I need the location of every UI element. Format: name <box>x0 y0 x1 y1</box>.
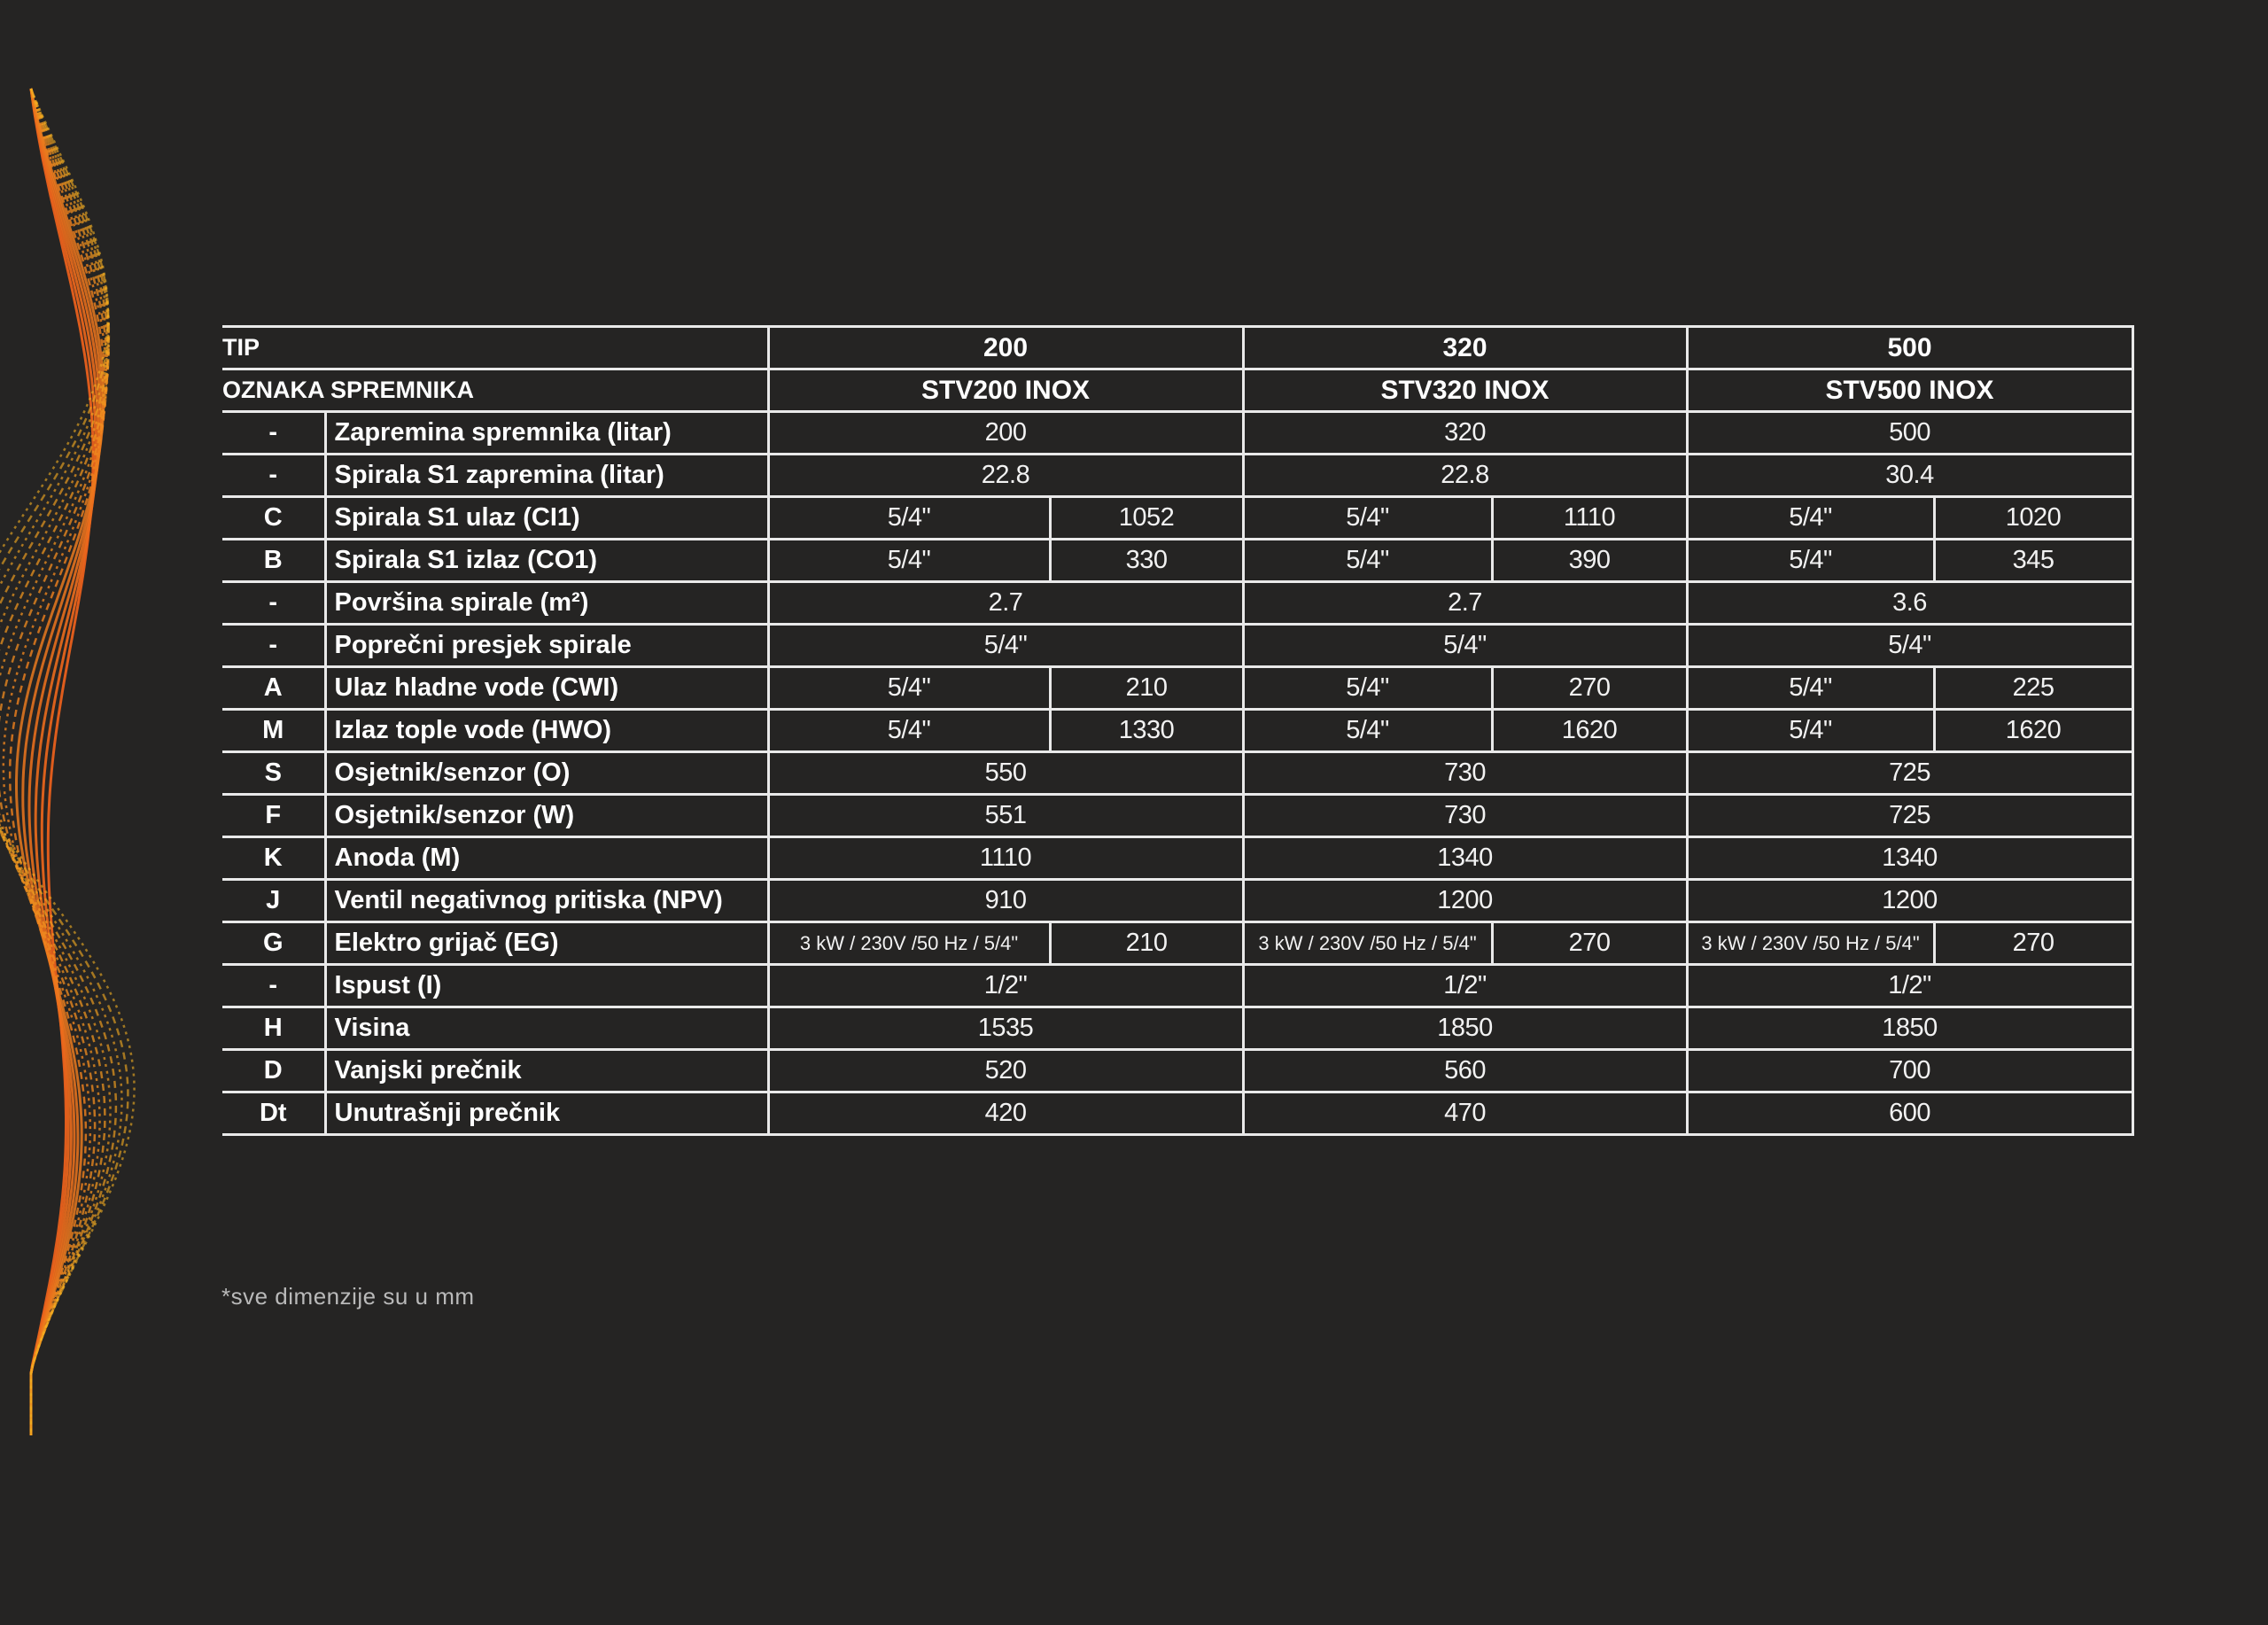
header-value: 200 <box>768 327 1243 369</box>
cell-connection: 3 kW / 230V /50 Hz / 5/4" <box>768 922 1050 965</box>
table-row <box>222 412 2132 455</box>
cell-value: 910 <box>768 880 1243 922</box>
cell-connection: 5/4" <box>1687 497 1934 540</box>
row-code: S <box>222 752 325 795</box>
cell-position: 1110 <box>1492 497 1687 540</box>
cell-position: 270 <box>1492 667 1687 710</box>
wave-line <box>4 89 106 1435</box>
cell-position: 1020 <box>1934 497 2132 540</box>
cell-value: 1110 <box>768 837 1243 880</box>
cell-connection: 5/4" <box>768 540 1050 582</box>
cell-position: 225 <box>1934 667 2132 710</box>
cell-value: 3.6 <box>1687 582 2132 625</box>
row-code: B <box>222 540 325 582</box>
row-label: Površina spirale (m²) <box>325 582 768 625</box>
cell-value: 200 <box>768 412 1243 455</box>
row-code: - <box>222 412 325 455</box>
cell-connection: 5/4" <box>768 710 1050 752</box>
cell-value: 5/4" <box>1687 625 2132 667</box>
cell-connection: 5/4" <box>1687 540 1934 582</box>
table-row <box>222 1050 2132 1092</box>
cell-connection: 3 kW / 230V /50 Hz / 5/4" <box>1687 922 1934 965</box>
cell-connection: 3 kW / 230V /50 Hz / 5/4" <box>1243 922 1492 965</box>
cell-position: 1052 <box>1050 497 1243 540</box>
cell-position: 270 <box>1492 922 1687 965</box>
row-code: M <box>222 710 325 752</box>
cell-value: 1/2" <box>768 965 1243 1007</box>
table-row <box>222 965 2132 1007</box>
row-label: Unutrašnji prečnik <box>325 1092 768 1135</box>
cell-position: 1620 <box>1492 710 1687 752</box>
row-label: Vanjski prečnik <box>325 1050 768 1092</box>
cell-value: 1850 <box>1687 1007 2132 1050</box>
header-label: OZNAKA SPREMNIKA <box>222 369 768 412</box>
table-row <box>222 710 2132 752</box>
cell-connection: 5/4" <box>1243 540 1492 582</box>
cell-connection: 5/4" <box>1243 667 1492 710</box>
table-row <box>222 667 2132 710</box>
table-row <box>222 837 2132 880</box>
header-value: 500 <box>1687 327 2132 369</box>
table-row <box>222 752 2132 795</box>
row-code: - <box>222 455 325 497</box>
row-label: Spirala S1 izlaz (CO1) <box>325 540 768 582</box>
header-value: STV500 INOX <box>1687 369 2132 412</box>
row-label: Izlaz tople vode (HWO) <box>325 710 768 752</box>
header-value: STV320 INOX <box>1243 369 1687 412</box>
table-row <box>222 1007 2132 1050</box>
cell-value: 1/2" <box>1687 965 2132 1007</box>
row-label: Visina <box>325 1007 768 1050</box>
row-label: Spirala S1 zapremina (litar) <box>325 455 768 497</box>
row-label: Poprečni presjek spirale <box>325 625 768 667</box>
header-value: 320 <box>1243 327 1687 369</box>
table-row <box>222 540 2132 582</box>
cell-value: 5/4" <box>768 625 1243 667</box>
cell-value: 2.7 <box>768 582 1243 625</box>
cell-value: 500 <box>1687 412 2132 455</box>
cell-connection: 5/4" <box>768 667 1050 710</box>
cell-position: 1620 <box>1934 710 2132 752</box>
cell-value: 470 <box>1243 1092 1687 1135</box>
cell-position: 210 <box>1050 922 1243 965</box>
row-label: Ulaz hladne vode (CWI) <box>325 667 768 710</box>
row-label: Spirala S1 ulaz (CI1) <box>325 497 768 540</box>
cell-value: 600 <box>1687 1092 2132 1135</box>
row-label: Elektro grijač (EG) <box>325 922 768 965</box>
row-code: D <box>222 1050 325 1092</box>
row-code: - <box>222 625 325 667</box>
cell-value: 1200 <box>1687 880 2132 922</box>
table-row <box>222 582 2132 625</box>
cell-value: 550 <box>768 752 1243 795</box>
cell-position: 345 <box>1934 540 2132 582</box>
cell-position: 390 <box>1492 540 1687 582</box>
table-row <box>222 625 2132 667</box>
table-row <box>222 880 2132 922</box>
cell-value: 22.8 <box>1243 455 1687 497</box>
table-row <box>222 455 2132 497</box>
cell-value: 5/4" <box>1243 625 1687 667</box>
cell-value: 1/2" <box>1243 965 1687 1007</box>
cell-value: 1340 <box>1243 837 1687 880</box>
cell-value: 2.7 <box>1243 582 1687 625</box>
header-label: TIP <box>222 327 768 369</box>
header-value: STV200 INOX <box>768 369 1243 412</box>
cell-value: 725 <box>1687 795 2132 837</box>
row-code: Dt <box>222 1092 325 1135</box>
table-row <box>222 922 2132 965</box>
cell-value: 320 <box>1243 412 1687 455</box>
row-code: H <box>222 1007 325 1050</box>
table-row <box>222 795 2132 837</box>
cell-value: 730 <box>1243 795 1687 837</box>
header-row <box>222 327 2132 369</box>
cell-position: 210 <box>1050 667 1243 710</box>
row-code: A <box>222 667 325 710</box>
header-row <box>222 369 2132 412</box>
cell-position: 330 <box>1050 540 1243 582</box>
cell-value: 560 <box>1243 1050 1687 1092</box>
cell-value: 30.4 <box>1687 455 2132 497</box>
row-code: K <box>222 837 325 880</box>
row-label: Osjetnik/senzor (W) <box>325 795 768 837</box>
cell-value: 725 <box>1687 752 2132 795</box>
cell-connection: 5/4" <box>768 497 1050 540</box>
cell-position: 270 <box>1934 922 2132 965</box>
row-label: Zapremina spremnika (litar) <box>325 412 768 455</box>
footnote: *sve dimenzije su u mm <box>221 1283 475 1310</box>
cell-value: 22.8 <box>768 455 1243 497</box>
cell-connection: 5/4" <box>1687 710 1934 752</box>
row-code: G <box>222 922 325 965</box>
spec-table <box>222 325 2134 1136</box>
cell-value: 551 <box>768 795 1243 837</box>
cell-value: 1200 <box>1243 880 1687 922</box>
row-label: Anoda (M) <box>325 837 768 880</box>
row-code: - <box>222 965 325 1007</box>
table-row <box>222 497 2132 540</box>
cell-position: 1330 <box>1050 710 1243 752</box>
cell-value: 420 <box>768 1092 1243 1135</box>
row-code: C <box>222 497 325 540</box>
row-label: Osjetnik/senzor (O) <box>325 752 768 795</box>
cell-value: 520 <box>768 1050 1243 1092</box>
cell-connection: 5/4" <box>1243 497 1492 540</box>
row-code: - <box>222 582 325 625</box>
cell-value: 730 <box>1243 752 1687 795</box>
row-label: Ispust (I) <box>325 965 768 1007</box>
table-row <box>222 1092 2132 1135</box>
cell-value: 700 <box>1687 1050 2132 1092</box>
cell-connection: 5/4" <box>1687 667 1934 710</box>
cell-connection: 5/4" <box>1243 710 1492 752</box>
cell-value: 1535 <box>768 1007 1243 1050</box>
row-code: J <box>222 880 325 922</box>
row-code: F <box>222 795 325 837</box>
cell-value: 1340 <box>1687 837 2132 880</box>
wave-lines-icon <box>0 0 230 1625</box>
row-label: Ventil negativnog pritiska (NPV) <box>325 880 768 922</box>
cell-value: 1850 <box>1243 1007 1687 1050</box>
